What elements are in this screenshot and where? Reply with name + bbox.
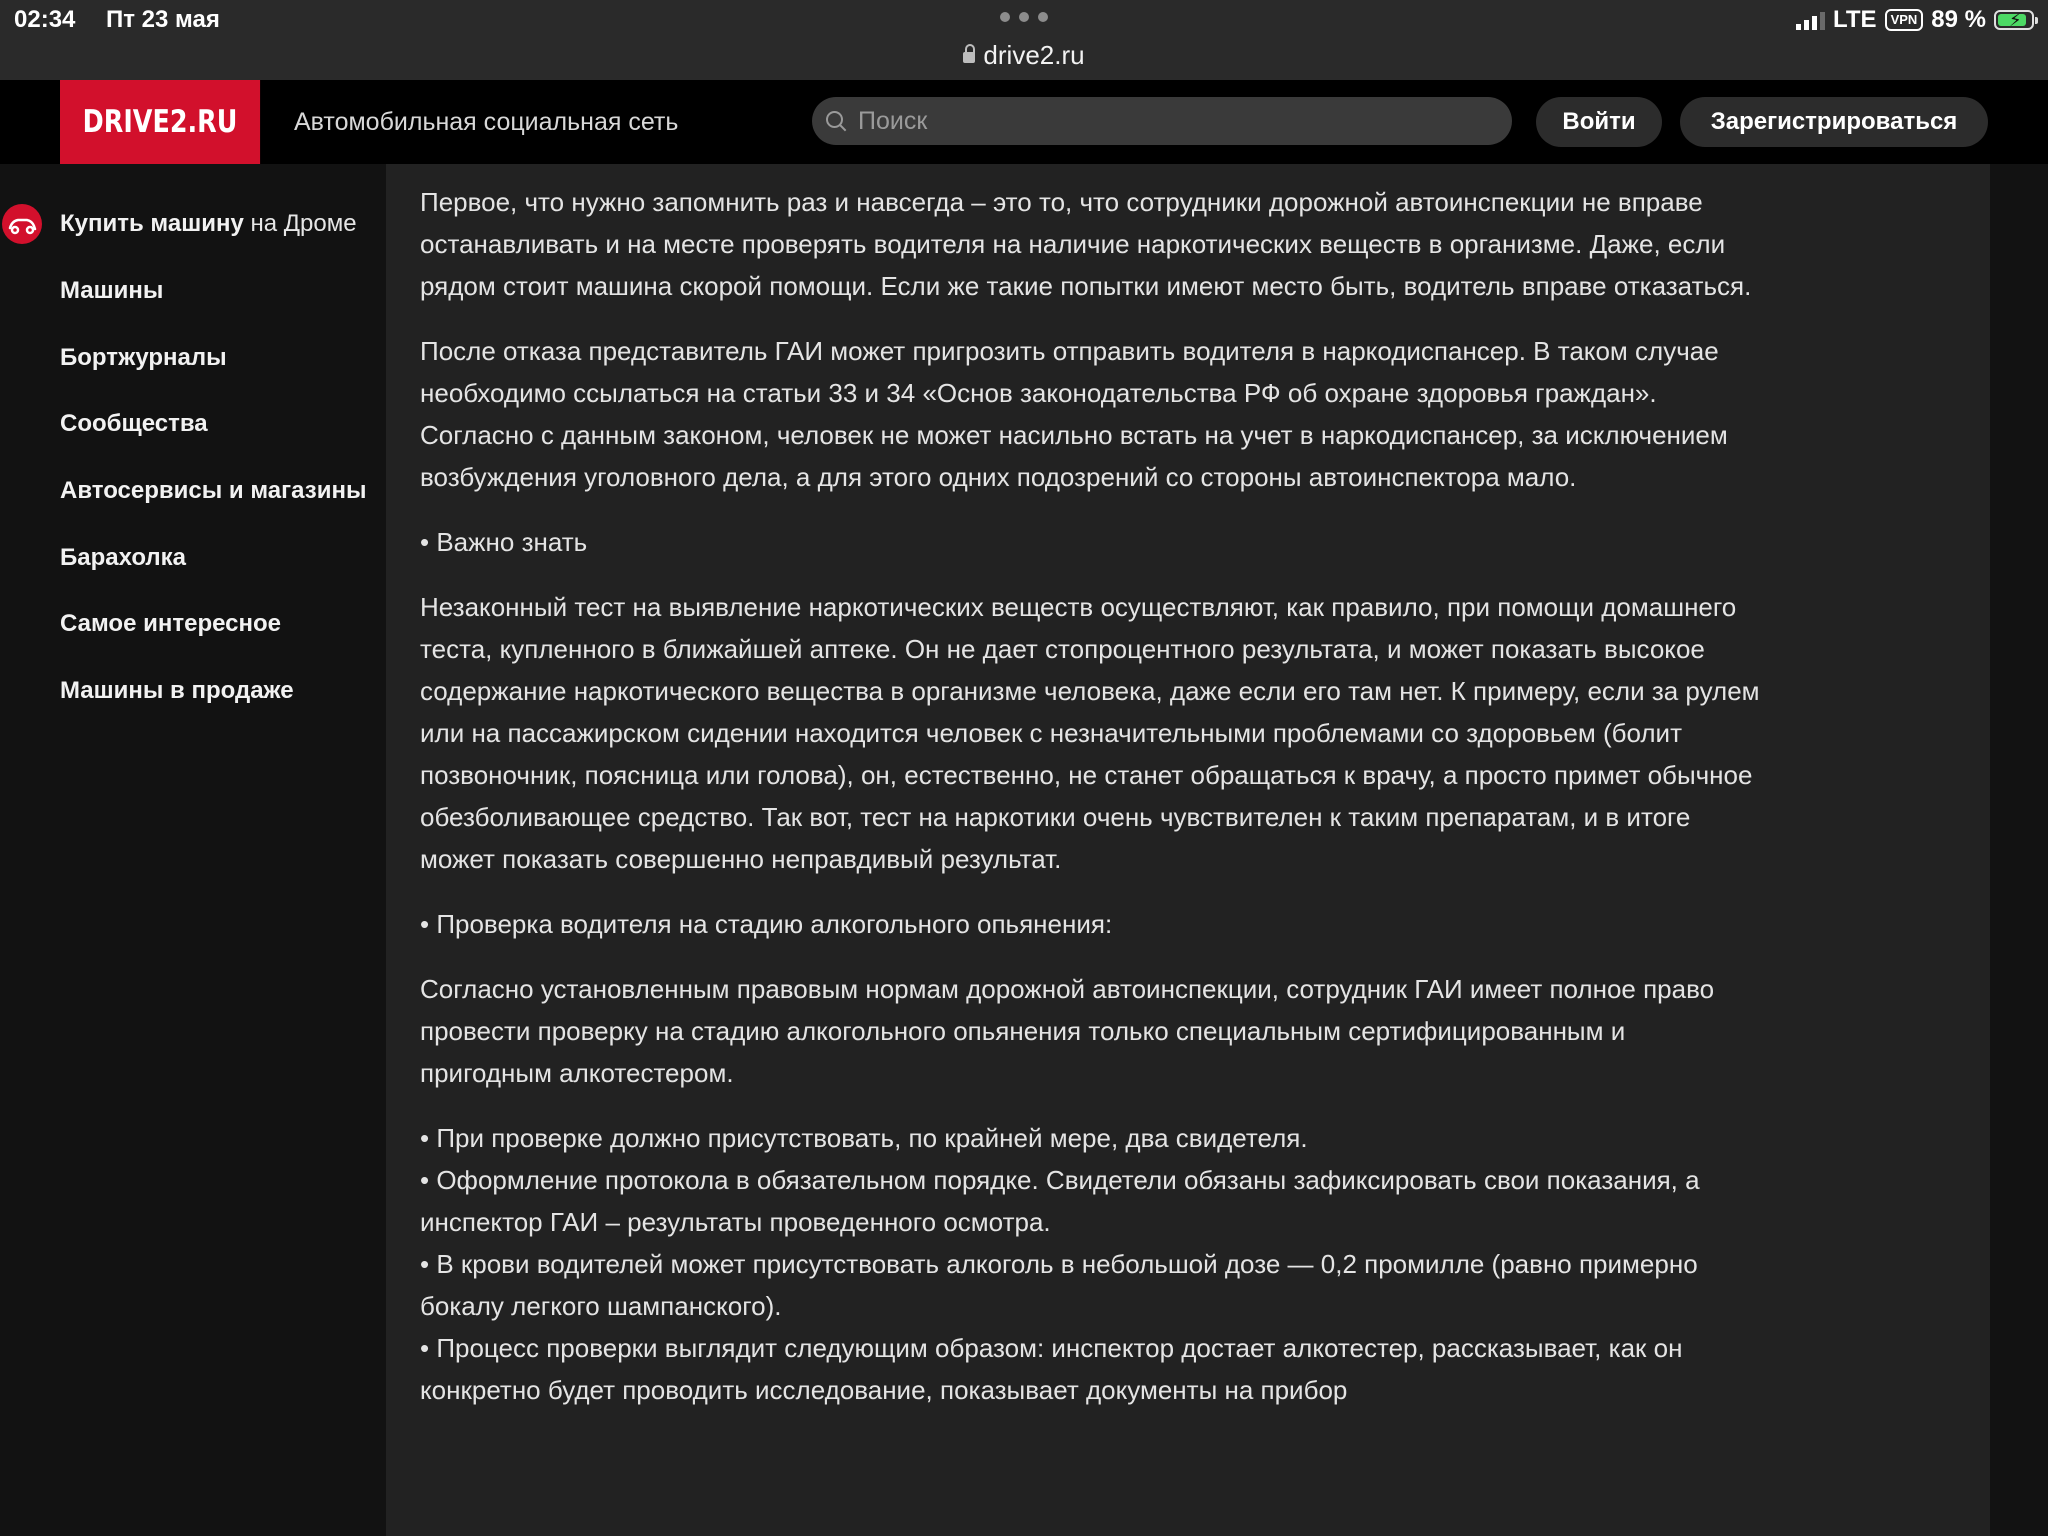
search-box[interactable]: [812, 97, 1512, 145]
article-paragraph: После отказа представитель ГАИ может пригрозить отправить водителя в наркодиспансер. В таком случае необходимо ссылаться на статьи 33 и 34 «Основ законодательства РФ об охране здоровья граждан». Согласно с данным законом, человек не может насильно встать на учет в наркодиспансер, за исключением возбуждения уголовного дела, а для этого одних подозрений со стороны автоинспектора мало.: [420, 336, 1728, 492]
article-list-item: • Процесс проверки выглядит следующим образом: инспектор достает алкотестер, рассказывает, как он конкретно будет проводить исследование, показывает документы на прибор: [420, 1333, 1683, 1405]
drom-car-icon: [2, 204, 42, 244]
sidebar-item-logbooks[interactable]: Бортжурналы: [60, 344, 227, 371]
sidebar-item-services-shops[interactable]: Автосервисы и магазины: [60, 477, 367, 504]
multitasking-dots-icon[interactable]: [1000, 12, 1048, 26]
site-header: [0, 80, 2048, 164]
lock-icon: [963, 52, 975, 63]
article-body: [420, 181, 1760, 1411]
sidebar-item-cars-for-sale[interactable]: Машины в продаже: [60, 677, 294, 704]
url-text: drive2.ru: [983, 40, 1085, 70]
sidebar-item-buy-on-drom[interactable]: [60, 210, 357, 238]
cellular-signal-icon: [1796, 10, 1825, 30]
article-paragraph: Незаконный тест на выявление наркотических веществ осуществляют, как правило, при помощи домашнего теста, купленного в ближайшей аптеке. Он не дает стопроцентного результата, и может показать высокое содержание наркотического вещества в организме человека, даже если его там нет. К примеру, если за рулем или на пассажирском сидении находится человек с незначительными проблемами со здоровьем (болит позвоночник, поясница или голова), он, естественно, не станет обращаться к врачу, а просто примет обычное обезболивающее средство. Так вот, тест на наркотики очень чувствителен к таким препаратам, и в итоге может показать совершенно неправдивый результат.: [420, 592, 1760, 874]
drom-link-bold: Купить машину: [60, 210, 244, 237]
status-time: 02:34: [14, 6, 76, 33]
sidebar-item-most-interesting[interactable]: Самое интересное: [60, 610, 281, 637]
article-subheading: • Проверка водителя на стадию алкогольного опьянения:: [420, 909, 1113, 939]
article-paragraph: Первое, что нужно запомнить раз и навсегда – это то, что сотрудники дорожной автоинспекции не вправе останавливать и на месте проверять водителя на наличие наркотических веществ в организме. Даже, если рядом стоит машина скорой помощи. Если же такие попытки имеют место быть, водитель вправе отказаться.: [420, 187, 1752, 301]
sidebar-nav: [0, 164, 386, 1536]
network-type: LTE: [1833, 6, 1877, 33]
sidebar-item-communities[interactable]: Сообщества: [60, 410, 208, 437]
site-logo[interactable]: DRIVE2.RU: [60, 80, 260, 164]
login-button[interactable]: Войти: [1536, 97, 1662, 147]
register-button[interactable]: Зарегистрироваться: [1680, 97, 1988, 147]
article-list-item: • В крови водителей может присутствовать алкоголь в небольшой дозе — 0,2 промилле (равно примерно бокалу легкого шампанского).: [420, 1249, 1698, 1321]
status-indicators: [1796, 6, 2034, 34]
article-list-item: • Оформление протокола в обязательном порядке. Свидетели обязаны зафиксировать свои показания, а инспектор ГАИ – результаты проведенного осмотра.: [420, 1165, 1700, 1237]
search-input[interactable]: [856, 106, 1500, 137]
sidebar-item-flea-market[interactable]: Барахолка: [60, 544, 187, 571]
status-date: Пт 23 мая: [106, 6, 220, 33]
search-icon: [826, 111, 846, 131]
site-tagline: Автомобильная социальная сеть: [294, 108, 679, 136]
sidebar-item-cars[interactable]: Машины: [60, 277, 164, 304]
main-content: [386, 164, 1990, 1536]
battery-icon: ⚡: [1994, 10, 2034, 30]
article-subheading: • Важно знать: [420, 527, 588, 557]
drom-link-light: на Дроме: [250, 210, 357, 237]
address-bar[interactable]: [0, 40, 2048, 71]
battery-percent: 89 %: [1931, 6, 1986, 33]
article-paragraph: Согласно установленным правовым нормам дорожной автоинспекции, сотрудник ГАИ имеет полное право провести проверку на стадию алкогольного опьянения только специальным сертифицированным и пригодным алкотестером.: [420, 974, 1715, 1088]
status-bar: [0, 0, 2048, 80]
article-list-item: • При проверке должно присутствовать, по крайней мере, два свидетеля.: [420, 1123, 1308, 1153]
vpn-badge: VPN: [1885, 9, 1924, 31]
